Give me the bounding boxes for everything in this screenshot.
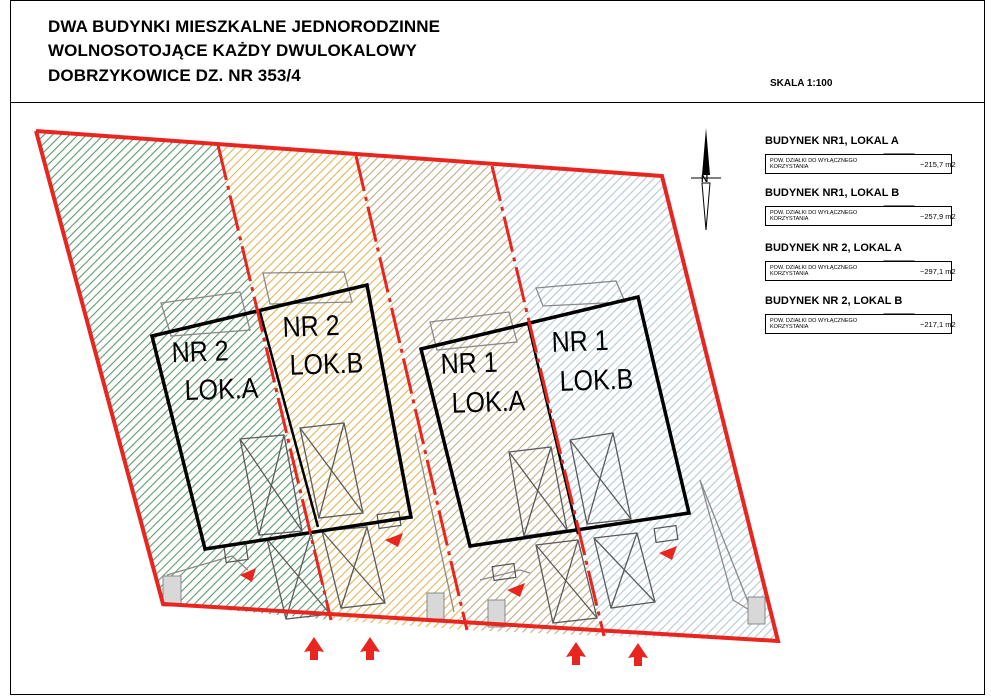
unit-label-nr2-loka-line2: LOK.A	[184, 372, 259, 407]
scale-label: SKALA 1:100	[770, 78, 833, 89]
legend-value-nr1-lokb: ~257,9 m2	[920, 212, 956, 221]
legend-label-nr2-loka: POW. DZIAŁKI DO WYŁĄCZNEGO KORZYSTANIA	[770, 265, 858, 277]
unit-label-nr1-loka-line2: LOK.A	[451, 384, 526, 420]
legend-value-nr2-loka: ~297,1 m2	[920, 267, 956, 276]
legend-title-nr2-lokb: BUDYNEK NR 2, LOKAL B	[765, 295, 903, 307]
arrow-street-4	[628, 643, 648, 666]
north-arrow	[691, 128, 721, 230]
arrow-street-2	[360, 637, 380, 660]
unit-label-nr1-loka-line1: NR 1	[440, 346, 499, 381]
legend-label-nr1-loka: POW. DZIAŁKI DO WYŁĄCZNEGO KORZYSTANIA	[770, 158, 858, 170]
arrow-street-1	[304, 637, 324, 660]
legend-box-nr2-loka	[765, 261, 956, 281]
title-line-2: WOLNOSOTOJĄCE KAŻDY DWULOKALOWY	[48, 41, 417, 60]
title-line-3: DOBRZYKOWICE DZ. NR 353/4	[48, 66, 301, 85]
unit-label-nr2-loka-line1: NR 2	[171, 334, 230, 369]
legend-label-nr1-lokb: POW. DZIAŁKI DO WYŁĄCZNEGO KORZYSTANIA	[770, 210, 858, 222]
legend-value-nr2-lokb: ~217,1 m2	[920, 320, 956, 329]
legend-value-nr1-loka: ~215,7 m2	[920, 160, 956, 169]
unit-label-nr1-lokb-line1: NR 1	[551, 324, 610, 359]
legend-box-nr2-lokb	[765, 314, 956, 334]
legend-box-nr1-lokb	[765, 206, 956, 226]
legend-box-nr1-loka	[765, 154, 956, 174]
north-label: N	[701, 174, 709, 185]
legend-title-nr1-loka: BUDYNEK NR1, LOKAL A	[765, 135, 899, 147]
legend-label-nr2-lokb: POW. DZIAŁKI DO WYŁĄCZNEGO KORZYSTANIA	[770, 318, 858, 330]
legend-title-nr2-loka: BUDYNEK NR 2, LOKAL A	[765, 242, 902, 254]
unit-label-nr2-lokb-line2: LOK.B	[289, 346, 364, 382]
title-line-1: DWA BUDYNKI MIESZKALNE JEDNORODZINNE	[48, 17, 441, 36]
unit-label-nr1-lokb-line2: LOK.B	[559, 362, 634, 398]
legend-title-nr1-lokb: BUDYNEK NR1, LOKAL B	[765, 187, 900, 199]
unit-label-nr2-lokb-line1: NR 2	[282, 309, 341, 344]
arrow-street-3	[566, 642, 586, 665]
